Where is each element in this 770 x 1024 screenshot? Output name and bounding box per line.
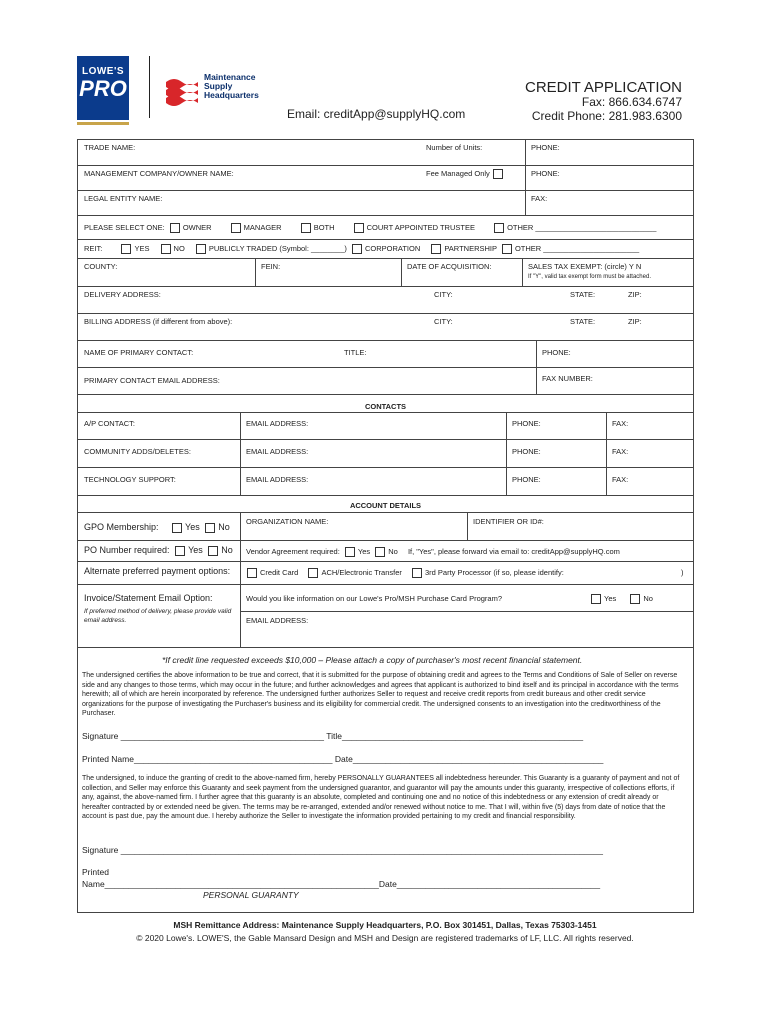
delivery-label: DELIVERY ADDRESS:: [84, 290, 161, 299]
msh-logo-text: [204, 73, 259, 100]
row-alt-payment: [78, 561, 693, 585]
phone-label-ap: PHONE:: [512, 419, 541, 428]
financial-note: *If credit line requested exceeds $10,000 – Please attach a copy of purchaser's most recent financial statement.: [162, 655, 583, 665]
account-details-header: [78, 495, 693, 513]
zip-label-2: ZIP:: [628, 317, 642, 326]
row-reit: [78, 239, 693, 259]
remittance-address: MSH Remittance Address: Maintenance Supply Headquarters, P.O. Box 301451, Dallas, Texas 75303-1451: [173, 920, 597, 930]
third-party-label: 3rd Party Processor (if so, please identify:: [425, 568, 564, 577]
other-checkbox-2[interactable]: [502, 244, 512, 254]
email-label-ap: EMAIL ADDRESS:: [246, 419, 309, 428]
row-primary-email: [78, 367, 693, 395]
manager-checkbox[interactable]: [231, 223, 241, 233]
row-gpo: [78, 512, 693, 541]
gpo-no-label: No: [218, 522, 230, 532]
fee-managed-label[interactable]: [426, 169, 506, 179]
signature-title-line[interactable]: Signature ___________________________________________ Title___________________________________________________: [82, 731, 584, 741]
row-invoice: [78, 584, 693, 647]
credit-card-label: Credit Card: [260, 568, 299, 577]
divider: [240, 512, 241, 540]
divider: [467, 512, 468, 540]
fein-label: FEIN:: [261, 262, 281, 271]
header-fax: Fax: 866.634.6747: [581, 95, 682, 109]
purchase-card-label: Would you like information on our Lowe's Pro/MSH Purchase Card Program?: [246, 594, 502, 603]
divider: [240, 540, 241, 561]
divider: [506, 439, 507, 467]
vendor-group: [246, 547, 620, 557]
purchase-card-no-label: No: [643, 594, 653, 603]
select-one-text: PLEASE SELECT ONE:: [84, 223, 165, 232]
corporation-label: CORPORATION: [364, 244, 421, 253]
trade-name-label: TRADE NAME:: [84, 143, 136, 152]
reit-group: [84, 244, 639, 254]
payment-options-group: [244, 568, 564, 578]
vendor-label: Vendor Agreement required:: [246, 547, 340, 556]
phone-label-community: PHONE:: [512, 447, 541, 456]
county-label: COUNTY:: [84, 262, 118, 271]
credit-card-checkbox[interactable]: [247, 568, 257, 578]
court-trustee-label: COURT APPOINTED TRUSTEE: [366, 223, 475, 232]
fax-label-tech: FAX:: [612, 475, 629, 484]
city-label: CITY:: [434, 290, 453, 299]
fax-label-ap: FAX:: [612, 419, 629, 428]
gpo-yes-checkbox[interactable]: [172, 523, 182, 533]
phone-label: PHONE:: [531, 143, 560, 152]
invoice-note: If preferred method of delivery, please provide valid email address.: [84, 608, 232, 624]
logo-divider: [149, 56, 150, 118]
row-county: [78, 258, 693, 287]
ach-checkbox[interactable]: [308, 568, 318, 578]
reit-yes-checkbox[interactable]: [121, 244, 131, 254]
divider: [506, 467, 507, 495]
phone-label-tech: PHONE:: [512, 475, 541, 484]
row-delivery: [78, 286, 693, 314]
lowes-logo-text: LOWE'S: [81, 66, 125, 77]
row-tech-support: [78, 467, 693, 496]
gpo-yes-label: Yes: [185, 522, 200, 532]
divider: [255, 258, 256, 286]
row-primary-contact: [78, 340, 693, 368]
contacts-title: CONTACTS: [364, 402, 407, 411]
vendor-yes-label: Yes: [357, 547, 371, 556]
third-party-checkbox[interactable]: [412, 568, 422, 578]
zip-label: ZIP:: [628, 290, 642, 299]
purchase-card-yes-label: Yes: [604, 594, 617, 603]
court-trustee-checkbox[interactable]: [354, 223, 364, 233]
primary-email-label: PRIMARY CONTACT EMAIL ADDRESS:: [84, 376, 220, 385]
tech-support-label: TECHNOLOGY SUPPORT:: [84, 475, 176, 484]
select-one-label: [84, 223, 656, 233]
fax-label: FAX:: [531, 194, 548, 203]
printed-name-date-line[interactable]: Printed Name__________________________________________ Date_____________________________________________________: [82, 754, 604, 764]
header-phone: Credit Phone: 281.983.6300: [531, 109, 682, 123]
row-community: [78, 439, 693, 468]
po-yes-label: Yes: [188, 545, 203, 555]
alt-payment-label: Alternate preferred payment options:: [84, 566, 231, 576]
fax-number-label: FAX NUMBER:: [542, 374, 593, 383]
divider: [401, 258, 402, 286]
msh-logo-line3: Headquarters: [204, 90, 259, 100]
po-group: [84, 545, 233, 556]
gpo-group: [84, 522, 230, 533]
publicly-traded-label: PUBLICLY TRADED (Symbol: ________): [208, 244, 347, 253]
row-legal-entity: [78, 190, 693, 216]
guaranty-signature-line[interactable]: Signature ______________________________________________________________________________________________________: [82, 845, 603, 855]
reit-no-label: NO: [173, 244, 185, 253]
invoice-email-label: EMAIL ADDRESS:: [246, 616, 309, 625]
account-details-title: ACCOUNT DETAILS: [349, 501, 422, 510]
pro-logo-text: PRO: [79, 76, 127, 101]
divider: [240, 467, 241, 495]
sales-tax-label: SALES TAX EXEMPT: (circle) Y N: [528, 262, 642, 271]
credit-form: [77, 139, 694, 648]
reit-yes-label: YES: [134, 244, 150, 253]
copyright: © 2020 Lowe's. LOWE'S, the Gable Mansard Design and MSH and Design are registered trademarks of LF, LLC. All rights reserved.: [136, 933, 634, 943]
publicly-traded-checkbox[interactable]: [196, 244, 206, 254]
po-no-checkbox[interactable]: [208, 546, 218, 556]
management-label: MANAGEMENT COMPANY/OWNER NAME:: [84, 169, 234, 178]
logo-underline: [77, 122, 129, 125]
reit-label: REIT:: [84, 244, 103, 253]
divider: [525, 140, 526, 165]
purchase-card-yes-checkbox[interactable]: [591, 594, 601, 604]
corporation-checkbox[interactable]: [352, 244, 362, 254]
other-label-2: OTHER _______________________: [514, 244, 640, 253]
divider: [606, 439, 607, 467]
certification-paragraph: The undersigned certifies the above information to be true and correct, that it is submitted for the purpose of obtaining credit and agrees to the Terms and Conditions of Sale of Seller on reverse side and any changes to those terms, which may occur in the future; and further acknowledges and agrees that applicant is authorized to bind itself and its principal in accordance with the terms herewith; all of which are herein incorporated by reference. The undersigned further authorizes Seller to request and receive credit reports from credit bureaus and other credit service organizations for the purpose of investigating the Purchaser's business and its eligibility for commercial credit. The undersigned consents to an investigation into the creditworthiness of the Purchaser.: [82, 672, 679, 718]
invoice-label: Invoice/Statement Email Option:: [84, 593, 213, 603]
ach-label: ACH/Electronic Transfer: [321, 568, 402, 577]
gpo-label: GPO Membership:: [84, 522, 159, 532]
purchase-card-no-checkbox[interactable]: [630, 594, 640, 604]
divider: [525, 190, 526, 215]
both-label: BOTH: [313, 223, 335, 232]
fax-label-community: FAX:: [612, 447, 629, 456]
city-label-2: CITY:: [434, 317, 453, 326]
divider: [240, 611, 693, 612]
guaranty-name-date-line[interactable]: Name__________________________________________________________Date___________________________________________: [82, 879, 601, 889]
billing-label: BILLING ADDRESS (if different from above):: [84, 317, 233, 326]
po-label: PO Number required:: [84, 545, 170, 555]
printed-label: Printed: [82, 867, 109, 877]
po-no-label: No: [221, 545, 233, 555]
vendor-no-label: No: [388, 547, 398, 556]
row-ap-contact: [78, 412, 693, 440]
email-label-tech: EMAIL ADDRESS:: [246, 475, 309, 484]
organization-label: ORGANIZATION NAME:: [246, 517, 329, 526]
vendor-yes-checkbox[interactable]: [345, 547, 355, 557]
divider: [240, 561, 241, 584]
partnership-label: PARTNERSHIP: [444, 244, 497, 253]
personal-guaranty-label: PERSONAL GUARANTY: [203, 890, 299, 900]
divider: [522, 258, 523, 286]
divider: [240, 412, 241, 439]
contacts-header: [78, 394, 693, 413]
owner-checkbox[interactable]: [170, 223, 180, 233]
vendor-no-checkbox[interactable]: [375, 547, 385, 557]
row-trade-name: [78, 140, 693, 166]
gpo-no-checkbox[interactable]: [205, 523, 215, 533]
closing-paren: ): [681, 568, 684, 577]
header-email: Email: creditApp@supplyHQ.com: [287, 107, 466, 121]
row-select-one: [78, 215, 693, 240]
both-checkbox[interactable]: [301, 223, 311, 233]
owner-label: OWNER: [182, 223, 212, 232]
vendor-note: If, "Yes", please forward via email to: creditApp@supplyHQ.com: [407, 547, 620, 556]
divider: [536, 340, 537, 367]
identifier-label: IDENTIFIER OR ID#:: [473, 517, 544, 526]
phone-label-2: PHONE:: [531, 169, 560, 178]
lowes-pro-logo: [77, 56, 129, 120]
state-label-2: STATE:: [570, 317, 596, 326]
po-yes-checkbox[interactable]: [175, 546, 185, 556]
row-po: [78, 540, 693, 562]
ap-contact-label: A/P CONTACT:: [84, 419, 135, 428]
reit-no-checkbox[interactable]: [161, 244, 171, 254]
other-label-1: OTHER _____________________________: [507, 223, 657, 232]
fee-managed-checkbox[interactable]: [493, 169, 503, 179]
purchase-card-options: [588, 594, 653, 604]
divider: [506, 412, 507, 439]
divider: [536, 367, 537, 394]
guaranty-paragraph: The undersigned, to induce the granting of credit to the above-named firm, hereby PERSONALLY GUARANTEES all indebtedness hereunder. This Guaranty is a guaranty of payment and not of collection, and Seller may enforce this Guaranty and seek payment from the undersigned guarantor, and guarantor will pay the amounts under this guaranty, irrespective of collections efforts, if any, against, the above-named firm. I further agree that this guaranty is an absolute, completed and continuing one and no notice of this indebtedness or any extension of credit already or hereafter contracted by or extended need be given. The terms may be re-arranged, extended and/or renewed without notice to me. That I will, within five (5) days from date of notice that the account is past due, pay the amount due. I hereby authorize the Seller to investigate the information provided pertaining to my credit and financial responsibility.: [82, 775, 680, 821]
fee-managed-text: Fee Managed Only: [426, 169, 490, 178]
msh-flag-icon: [164, 74, 200, 110]
title-label: TITLE:: [344, 348, 367, 357]
row-management: [78, 165, 693, 191]
partnership-checkbox[interactable]: [431, 244, 441, 254]
primary-contact-label: NAME OF PRIMARY CONTACT:: [84, 348, 194, 357]
divider: [606, 412, 607, 439]
community-label: COMMUNITY ADDS/DELETES:: [84, 447, 191, 456]
units-label: Number of Units:: [426, 143, 483, 152]
page-title: CREDIT APPLICATION: [525, 79, 682, 96]
msh-logo-line2: Supply: [204, 81, 233, 91]
phone-label-3: PHONE:: [542, 348, 571, 357]
manager-label: MANAGER: [243, 223, 282, 232]
sales-tax-note: If "Y", valid tax exempt form must be attached.: [528, 274, 651, 280]
divider: [525, 165, 526, 190]
state-label: STATE:: [570, 290, 596, 299]
email-label-community: EMAIL ADDRESS:: [246, 447, 309, 456]
divider: [240, 584, 241, 647]
acquisition-label: DATE OF ACQUISITION:: [407, 262, 492, 271]
row-billing: [78, 313, 693, 341]
divider: [606, 467, 607, 495]
divider: [240, 439, 241, 467]
other-checkbox-1[interactable]: [494, 223, 504, 233]
msh-logo-line1: Maintenance: [204, 72, 256, 82]
legal-entity-label: LEGAL ENTITY NAME:: [84, 194, 163, 203]
